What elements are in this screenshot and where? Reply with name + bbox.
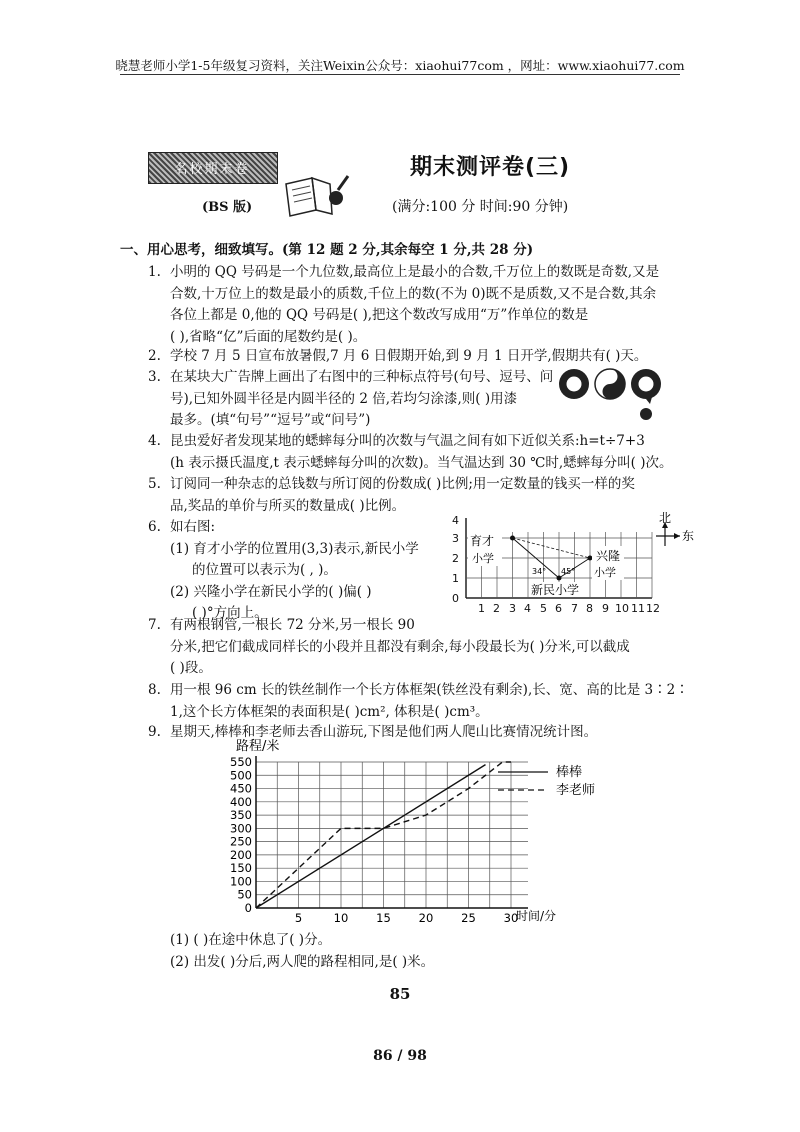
compass-east: 东 [682,529,695,543]
tick-label: 10 [615,602,629,615]
question-line: ( )段。 [170,660,212,676]
book-icon [282,170,352,220]
page-header: 晓慧老师小学1-5年级复习资料，关注Weixin公众号：xiaohui77com ，网址：www.xiaohui77.com [115,58,685,73]
question-sub-line: (2) 出发( )分后,两人爬的路程相同,是( )米。 [170,954,435,970]
question-line: ( ),省略“亿”后面的尾数约是( )。 [170,328,367,345]
question-number: 4. [148,433,161,449]
question-line: 1,这个长方体框架的表面积是( )cm², 体积是( )cm³。 [170,703,489,720]
exam-badge-text: 名校期末卷 [174,162,250,177]
climb-line-chart [200,738,680,928]
question-number: 2. [148,348,161,364]
map-label-yucai: 育才 [470,534,495,548]
tick-label: 3 [452,532,459,545]
page-title: 期末测评卷(三) [410,155,571,180]
map-label-xinglong-2: 小学 [594,566,616,579]
question-line: 星期天,棒棒和李老师去香山游玩,下图是他们两人爬山比赛情况统计图。 [170,724,598,740]
x-tick-label: 25 [461,911,476,925]
comma-icon [595,369,625,399]
tick-label: 4 [524,602,531,615]
question-line: 合数,十万位上的数是最小的质数,千位上的数(不为 0)既不是质数,又不是合数,其余 [170,285,657,302]
tick-label: 1 [452,572,459,585]
question-sub-line: (1) 育才小学的位置用(3,3)表示,新民小学 [170,540,419,557]
question-line: 各位上都是 0,他的 QQ 号码是( ),把这个数改写成用“万”作单位的数是 [170,307,589,323]
question-line: (h 表示摄氏温度,t 表示蟋蟀每分叫的次数)。当气温达到 30 ℃时,蟋蟀每分叫( )次。 [170,454,673,471]
question-sub-line: (2) 兴隆小学在新民小学的( )偏( ) [170,583,372,600]
map-label-xinglong: 兴隆 [596,549,621,563]
question-number: 1. [148,264,161,280]
question-6 [148,517,419,625]
question-9-sub1 [148,930,331,952]
y-tick-label: 150 [230,861,252,876]
x-tick-label: 30 [503,911,519,925]
question-4 [148,431,673,474]
punctuation-figure [556,366,666,426]
tick-label: 7 [571,602,578,615]
y-tick-label: 400 [230,794,252,809]
legend-label: 棒棒 [556,765,583,780]
compass-north: 北 [659,512,672,525]
question-2 [148,346,647,368]
y-tick-label: 350 [230,808,252,823]
question-number: 5. [148,476,161,492]
question-line: 分米,把它们截成同样长的小段并且都没有剩余,每小段最长为( )分米,可以截成 [170,638,630,655]
school-map [432,512,704,618]
question-sub-line: 的位置可以表示为( , )。 [192,562,337,578]
chart-y-ticks [230,755,252,915]
edition-label: (BS 版) [202,200,253,215]
y-tick-label: 300 [230,821,252,836]
y-tick-label: 450 [230,781,252,796]
header-divider [120,74,680,75]
x-tick-label: 20 [418,911,434,925]
x-tick-label: 10 [333,911,349,925]
compass-icon [656,522,680,546]
question-line: 号),已知外圆半径是内圆半径的 2 倍,若均匀涂漆,则( )用漆 [170,390,518,407]
period-icon [559,369,589,399]
question-number: 7. [148,617,161,633]
question-number: 3. [148,369,161,385]
legend-label: 李老师 [556,783,596,798]
angle-label: 45° [561,567,576,576]
point-xingming [557,576,562,581]
series-line-1 [256,765,486,908]
origin-label: 0 [244,901,252,915]
y-tick-label: 550 [230,755,252,769]
y-tick-label: 250 [230,834,252,849]
tick-label: 6 [555,602,562,615]
y-tick-label: 100 [230,874,252,889]
question-3 [148,367,553,432]
tick-label: 0 [452,592,459,605]
chart-x-ticks [295,911,518,925]
question-line: 最多。(填“句号”“逗号”或“问号”) [170,412,371,428]
question-line: 昆虫爱好者发现某地的蟋蟀每分叫的次数与气温之间有如下近似关系:h=t÷7+3 [170,433,645,449]
question-line: 如右图: [170,519,216,535]
question-number: 6. [148,519,161,535]
question-7 [148,615,630,680]
x-tick-label: 15 [376,911,391,925]
tick-label: 8 [586,602,593,615]
chart-grid [256,756,528,908]
tick-label: 3 [509,602,516,615]
y-tick-label: 200 [230,847,252,862]
question-9-sub2 [148,952,434,974]
tick-label: 4 [452,514,459,527]
tick-label: 9 [602,602,609,615]
exam-meta: (满分:100 分 时间:90 分钟) [392,199,569,215]
tick-label: 2 [493,602,500,615]
page-counter: 86 / 98 [373,1048,427,1064]
chart-ylabel: 路程/米 [236,739,280,754]
tick-label: 12 [646,602,660,615]
question-number: 9. [148,724,161,740]
section-heading: 一、用心思考，细致填写。(第 12 题 2 分,其余每空 1 分,共 28 分) [120,242,534,258]
angle-label: 34° [532,567,547,576]
chart-legend [498,764,595,798]
map-label-xingming: 新民小学 [531,583,580,597]
question-line: 有两根钢管,一根长 72 分米,另一根长 90 [170,617,415,633]
tick-label: 5 [540,602,547,615]
question-line: 用一根 96 cm 长的铁丝制作一个长方体框架(铁丝没有剩余),长、宽、高的比是 3∶2∶ [170,682,689,698]
question-line: 学校 7 月 5 日宣布放暑假,7 月 6 日假期开始,到 9 月 1 日开学,假期共有( )天。 [170,348,648,364]
question-line: 订阅同一种杂志的总钱数与所订阅的份数成( )比例;用一定数量的钱买一样的奖 [170,476,635,492]
chart-xlabel: 时间/分 [516,909,557,923]
question-line: 在某块大广告牌上画出了右图中的三种标点符号(句号、逗号、问 [170,369,554,385]
question-sub-line: (1) ( )在途中休息了( )分。 [170,932,332,948]
map-label-yucai-2: 小学 [472,552,494,565]
question-mark-icon [631,369,661,420]
y-tick-label: 50 [237,887,252,902]
x-tick-label: 5 [294,911,303,925]
question-line: 品,奖品的单价与所买的数量成( )比例。 [170,497,406,514]
question-number: 8. [148,682,161,698]
tick-label: 11 [631,602,645,615]
question-5 [148,474,635,517]
question-1 [148,262,659,348]
question-8 [148,680,689,723]
question-sub-line: ( )°方向上。 [192,605,268,621]
page-number: 85 [389,985,411,1003]
tick-label: 1 [478,602,485,615]
point-xinglong [588,556,593,561]
tick-label: 2 [452,552,459,565]
question-line: 小明的 QQ 号码是一个九位数,最高位上是最小的合数,千万位上的数既是奇数,又是 [170,264,660,280]
y-tick-label: 500 [230,768,252,783]
